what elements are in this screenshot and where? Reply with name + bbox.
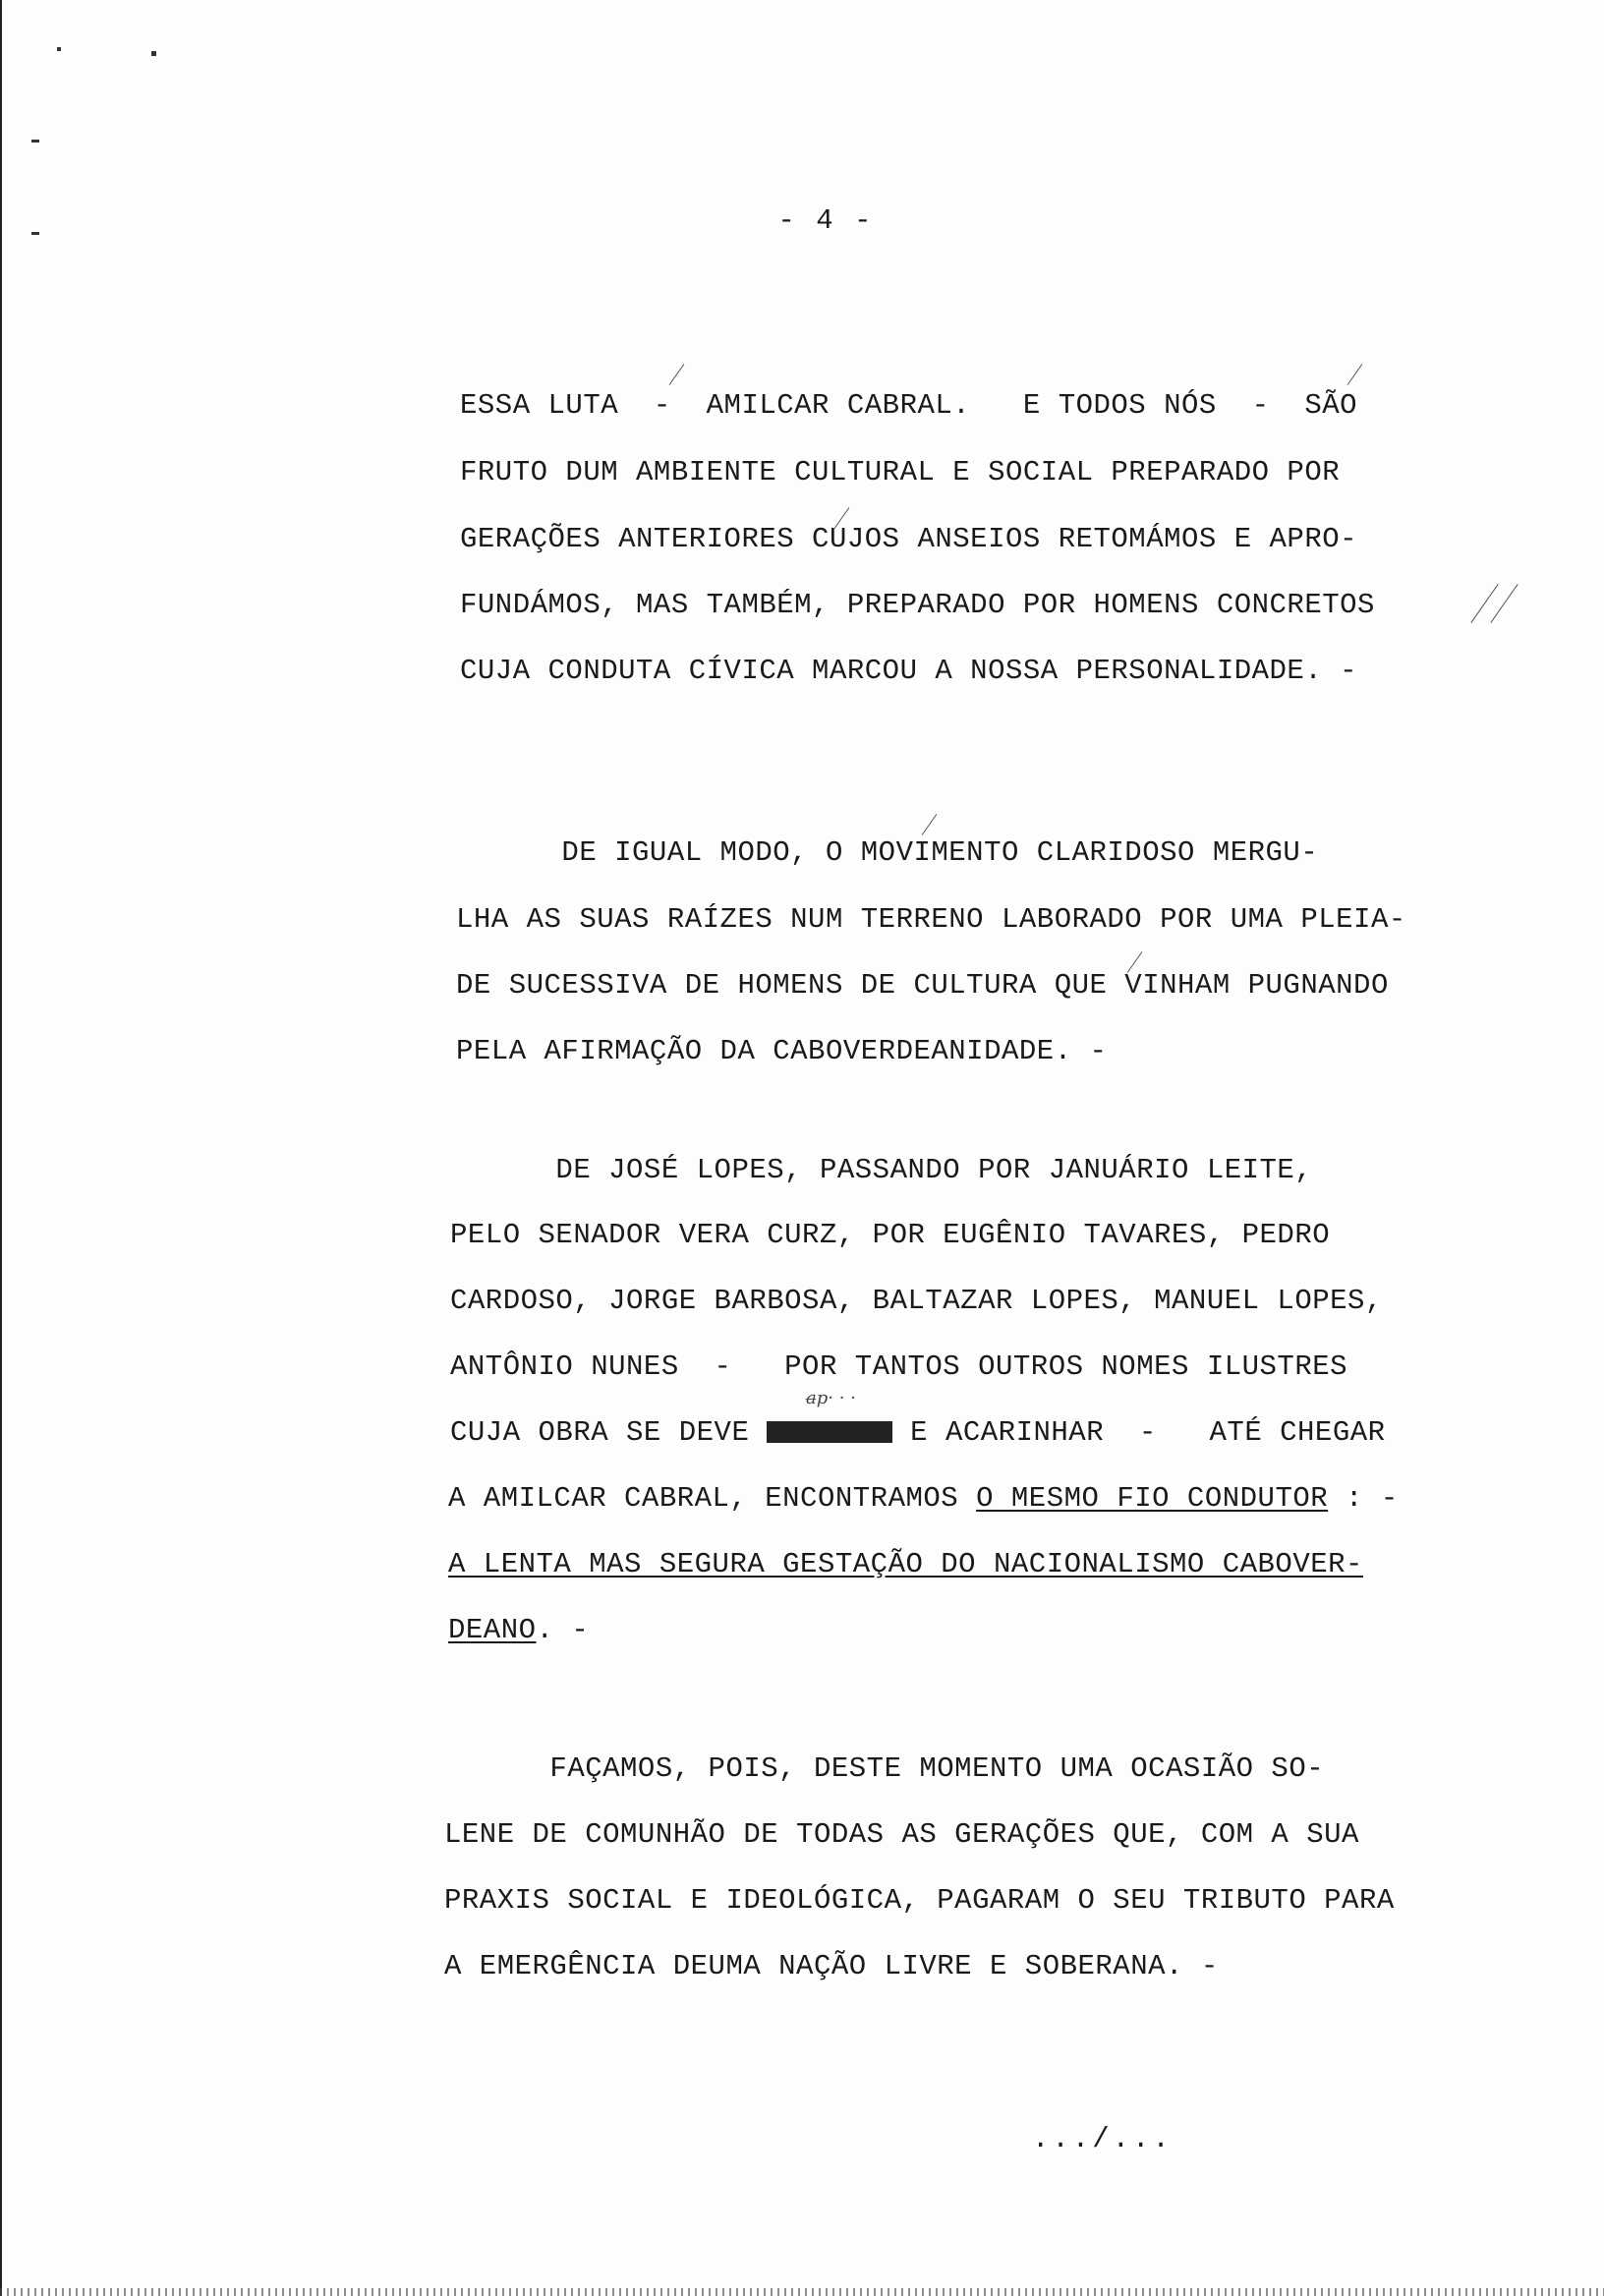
paragraph-1-line-4: FUNDÁMOS, MAS TAMBÉM, PREPARADO POR HOMENS CONCRETOS bbox=[460, 589, 1375, 621]
paragraph-1-line-1: ESSA LUTA - AMILCAR CABRAL. E TODOS NÓS - SÃO bbox=[460, 389, 1358, 422]
scan-left-edge bbox=[0, 0, 2, 2296]
scan-mark bbox=[57, 47, 61, 51]
scan-bottom-strip bbox=[0, 2288, 1604, 2296]
scan-mark bbox=[31, 232, 39, 235]
handwritten-tick bbox=[922, 814, 938, 835]
underlined-text: DEANO bbox=[448, 1614, 537, 1646]
paragraph-3-line-3: CARDOSO, JORGE BARBOSA, BALTAZAR LOPES, MANUEL LOPES, bbox=[450, 1285, 1383, 1317]
page-number: - 4 - bbox=[777, 204, 874, 237]
line-text: A AMILCAR CABRAL, ENCONTRAMOS bbox=[448, 1482, 977, 1515]
underlined-text: O MESMO FIO CONDUTOR bbox=[976, 1482, 1329, 1515]
handwritten-insertion: a̶p· · · bbox=[806, 1388, 856, 1408]
handwritten-tick bbox=[1347, 364, 1363, 385]
paragraph-3-line-1: DE JOSÉ LOPES, PASSANDO POR JANUÁRIO LEITE, bbox=[450, 1154, 1313, 1186]
paragraph-3-line-4: ANTÔNIO NUNES - POR TANTOS OUTROS NOMES ILUSTRES bbox=[450, 1350, 1348, 1383]
paragraph-1-line-5: CUJA CONDUTA CÍVICA MARCOU A NOSSA PERSONALIDADE. - bbox=[460, 655, 1358, 687]
paragraph-2-line-1: DE IGUAL MODO, O MOVIMENTO CLARIDOSO MERGU- bbox=[456, 836, 1319, 869]
line-text: . - bbox=[536, 1614, 590, 1646]
line-text: : - bbox=[1328, 1482, 1399, 1515]
line-text: CUJA OBRA SE DEVE bbox=[450, 1416, 768, 1449]
handwritten-tick bbox=[669, 364, 685, 385]
paragraph-3-line-6 bbox=[448, 1484, 1399, 1513]
continuation-marker: .../... bbox=[1032, 2123, 1173, 2155]
paragraph-2-line-3: DE SUCESSIVA DE HOMENS DE CULTURA QUE VINHAM PUGNANDO bbox=[456, 969, 1389, 1002]
paragraph-4-line-3: PRAXIS SOCIAL E IDEOLÓGICA, PAGARAM O SEU TRIBUTO PARA bbox=[444, 1884, 1395, 1917]
paragraph-4-line-4: A EMERGÊNCIA DEUMA NAÇÃO LIVRE E SOBERANA. - bbox=[444, 1950, 1219, 1982]
line-text: E ACARINHAR - ATÉ CHEGAR bbox=[892, 1416, 1386, 1449]
paragraph-4-line-1: FAÇAMOS, POIS, DESTE MOMENTO UMA OCASIÃO SO- bbox=[444, 1752, 1325, 1785]
paragraph-3-line-7: A LENTA MAS SEGURA GESTAÇÃO DO NACIONALISMO CABOVER- bbox=[448, 1548, 1363, 1580]
paragraph-3-line-8 bbox=[448, 1616, 589, 1644]
paragraph-4-line-2: LENE DE COMUNHÃO DE TODAS AS GERAÇÕES QUE, COM A SUA bbox=[444, 1818, 1359, 1851]
paragraph-2-line-4: PELA AFIRMAÇÃO DA CABOVERDEANIDADE. - bbox=[456, 1035, 1108, 1067]
scan-mark bbox=[31, 140, 39, 143]
paragraph-1-line-2: FRUTO DUM AMBIENTE CULTURAL E SOCIAL PREPARADO POR bbox=[460, 456, 1341, 488]
paragraph-3-line-2: PELO SENADOR VERA CURZ, POR EUGÊNIO TAVARES, PEDRO bbox=[450, 1219, 1331, 1251]
paragraph-1-line-3: GERAÇÕES ANTERIORES CUJOS ANSEIOS RETOMÁMOS E APRO- bbox=[460, 523, 1358, 555]
paragraph-2-line-2: LHA AS SUAS RAÍZES NUM TERRENO LABORADO POR UMA PLEIA- bbox=[456, 903, 1406, 936]
struck-out-word bbox=[767, 1421, 892, 1443]
paragraph-3-line-5 bbox=[450, 1418, 1386, 1447]
scan-mark bbox=[151, 51, 156, 56]
